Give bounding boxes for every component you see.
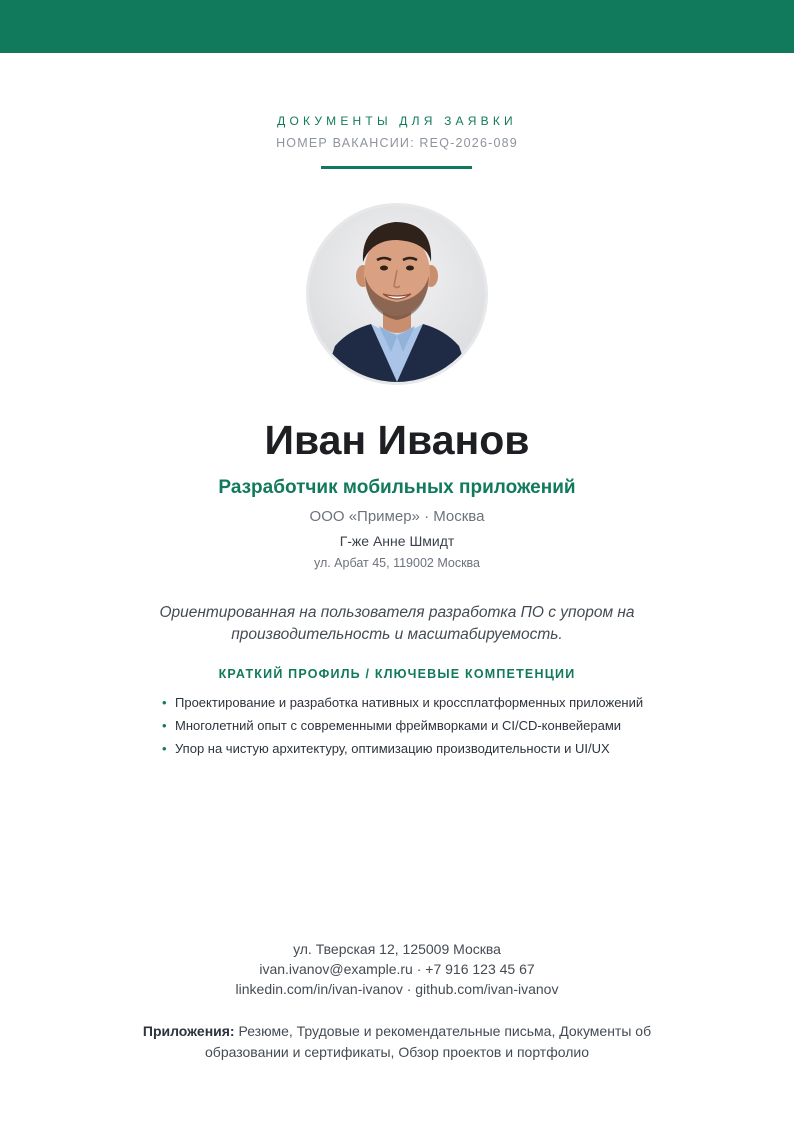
job-title: Разработчик мобильных приложений [218, 477, 576, 498]
profile-links: linkedin.com/in/ivan-ivanov · github.com/ivan-ivanov [235, 981, 559, 997]
recipient-address: ул. Арбат 45, 119002 Москва [313, 556, 481, 570]
contact-details: ivan.ivanov@example.ru · +7 916 123 45 67 [259, 961, 535, 977]
header-divider [321, 166, 472, 169]
bullet-icon: • [162, 718, 167, 733]
list-item-text: Многолетний опыт с современными фреймворками и CI/CD-конвейерами [175, 718, 622, 733]
list-item-text: Проектирование и разработка нативных и кроссплатформенных приложений [175, 695, 644, 710]
attachments-label: Приложения: [142, 1023, 235, 1039]
profile-photo [306, 203, 488, 385]
document-header [0, 112, 794, 151]
candidate-name: Иван Иванов [264, 417, 530, 463]
list-item [162, 714, 682, 737]
bullet-icon: • [162, 695, 167, 710]
competencies-title: КРАТКИЙ ПРОФИЛЬ / КЛЮЧЕВЫЕ КОМПЕТЕНЦИИ [218, 667, 576, 681]
list-item [162, 691, 682, 714]
list-item [162, 737, 682, 760]
attachments-text: Резюме, Трудовые и рекомендательные письма, Документы об образовании и сертификаты, Обзор проектов и портфолио [205, 1023, 652, 1060]
tagline: Ориентированная на пользователя разработка ПО с упором на производительность и масштабируемость. [159, 604, 635, 643]
top-accent-bar [0, 0, 794, 53]
list-item-text: Упор на чистую архитектуру, оптимизацию производительности и UI/UX [175, 741, 610, 756]
bullet-icon: • [162, 741, 167, 756]
document-eyebrow: ДОКУМЕНТЫ ДЛЯ ЗАЯВКИ [277, 114, 517, 128]
recipient-name: Г-же Анне Шмидт [339, 533, 455, 549]
contact-footer [0, 939, 794, 999]
vacancy-number: НОМЕР ВАКАНСИИ: REQ-2026-089 [276, 136, 518, 150]
competencies-list [162, 691, 682, 760]
portrait-photo-icon [309, 206, 485, 382]
attachments [100, 1021, 694, 1063]
sender-address: ул. Тверская 12, 125009 Москва [293, 941, 501, 957]
company-location: ООО «Пример» · Москва [309, 508, 485, 525]
